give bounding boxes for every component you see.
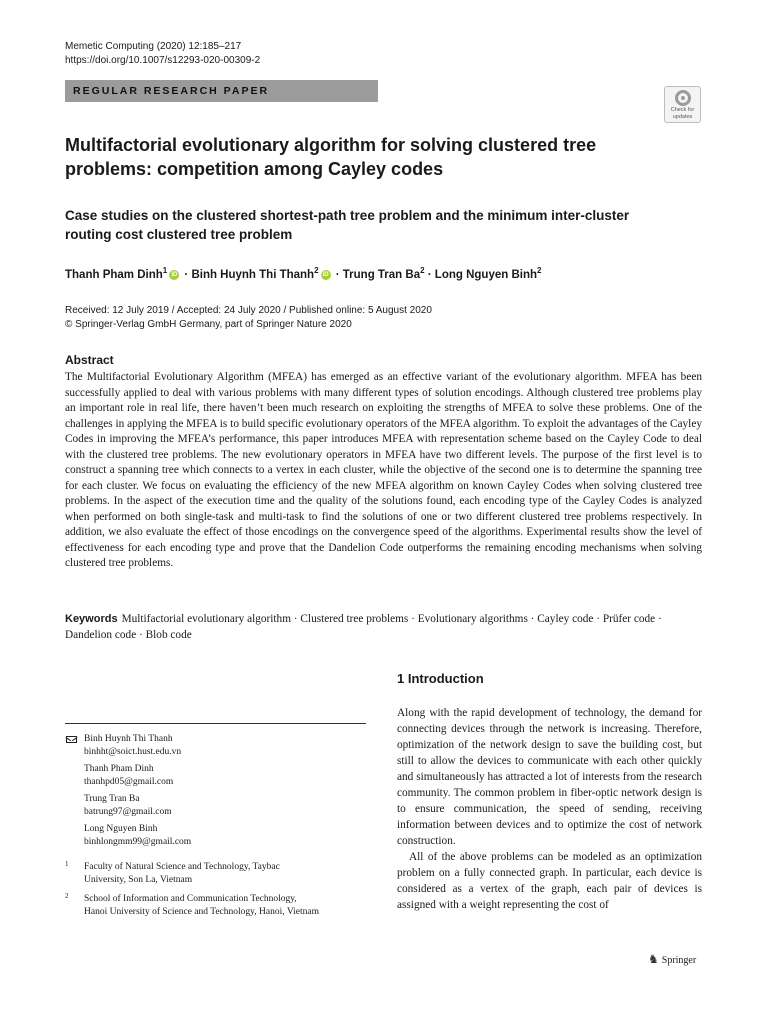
publisher-name: Springer [661, 955, 697, 966]
publication-dates [65, 304, 432, 332]
author-name[interactable]: Trung Tran Ba [342, 268, 421, 281]
affiliation-number: 1 [65, 860, 69, 868]
contact-email[interactable]: batrung97@gmail.com [84, 807, 172, 817]
affiliation-line: Hanoi University of Science and Technology, Hanoi, Vietnam [84, 907, 319, 917]
contact-name: Long Nguyen Binh [84, 824, 158, 834]
journal-header [65, 40, 260, 68]
affiliation-number: 2 [65, 892, 69, 900]
affiliation-line: Faculty of Natural Science and Technology, Taybac [84, 862, 280, 872]
subtitle-line-1: Case studies on the clustered shortest-path tree problem and the minimum inter-cluster [65, 208, 630, 223]
introduction-paragraph: All of the above problems can be modeled as an optimization problem on a fully connected graph. In particular, each device is considered as a vertex of the graph, each pair of devices is assigned with a weight representing the cost of [397, 851, 702, 911]
copyright-notice: © Springer-Verlag GmbH Germany, part of Springer Nature 2020 [65, 319, 352, 330]
keywords-label: Keywords [65, 613, 118, 625]
author-name[interactable]: Thanh Pham Dinh [65, 268, 163, 281]
affiliation-entry [65, 861, 366, 887]
orcid-icon[interactable]: iD [171, 271, 178, 278]
author-affiliation-mark: 2 [314, 266, 319, 275]
paper-subtitle [65, 206, 705, 244]
article-type-banner: REGULAR RESEARCH PAPER [65, 80, 378, 102]
author-list [65, 263, 541, 283]
contact-name: Thanh Pham Dinh [84, 764, 154, 774]
author-affiliation-mark: 1 [162, 266, 168, 275]
affiliation-entry [65, 893, 366, 919]
publisher-logo [648, 952, 696, 967]
history-dates: Received: 12 July 2019 / Accepted: 24 July 2020 / Published online: 5 August 2020 [65, 305, 432, 316]
check-updates-line1: Check for [670, 107, 695, 113]
section-heading-introduction: 1 Introduction [397, 671, 484, 686]
contact-email[interactable]: thanhpd05@gmail.com [84, 777, 174, 787]
abstract-heading: Abstract [65, 353, 114, 367]
contact-entry [65, 823, 366, 849]
footnote-divider [65, 723, 366, 724]
author-name[interactable]: Long Nguyen Binh [434, 268, 538, 281]
introduction-body [397, 705, 702, 913]
check-updates-line2: updates [672, 114, 693, 120]
contact-name: Binh Huynh Thi Thanh [84, 734, 173, 744]
contact-name: Trung Tran Ba [84, 794, 140, 804]
check-for-updates-badge[interactable] [664, 86, 701, 123]
introduction-paragraph: Along with the rapid development of technology, the demand for connecting devices through the network is increasing. Therefore, optimization of the network design to save the building cost, but still to allow the devices to communicate with each other quickly and simultaneously has attracted a lot of interests from the research community. The common problem in fiber-optic network design is to ensure communication, the speed of sending, receiving information between devices and to optimize the cost of network construction. [397, 707, 702, 847]
author-name[interactable]: Binh Huynh Thi Thanh [191, 268, 315, 281]
title-line-1: Multifactorial evolutionary algorithm for solving clustered tree [65, 135, 597, 155]
contact-email[interactable]: binhht@soict.hust.edu.vn [84, 747, 182, 757]
author-affiliation-mark: 2 [420, 266, 425, 275]
keywords-list: Multifactorial evolutionary algorithm · Clustered tree problems · Evolutionary algorithms · Cayley code · Prüfer code · Dandelion code · Blob code [65, 613, 662, 641]
author-affiliation-mark: 2 [537, 266, 542, 275]
doi-link[interactable]: https://doi.org/10.1007/s12293-020-00309-2 [65, 55, 261, 66]
journal-citation: Memetic Computing (2020) 12:185–217 [65, 41, 242, 52]
author-separator: · [332, 268, 343, 281]
author-separator: · [424, 268, 435, 281]
affiliation-line: School of Information and Communication Technology, [84, 894, 297, 904]
springer-horse-icon: ♞ [648, 952, 659, 966]
keywords-section [65, 611, 702, 643]
paper-title [65, 133, 665, 181]
contact-entry [65, 793, 366, 819]
orcid-icon[interactable]: iD [322, 271, 329, 278]
author-separator: · [181, 268, 192, 281]
title-line-2: problems: competition among Cayley codes [65, 159, 444, 179]
contact-entry [65, 763, 366, 789]
subtitle-line-2: routing cost clustered tree problem [65, 227, 293, 242]
contact-email[interactable]: binhlongmm99@gmail.com [84, 837, 192, 847]
check-updates-icon [675, 90, 691, 106]
envelope-icon [66, 736, 77, 743]
affiliation-line: University, Son La, Vietnam [84, 875, 193, 885]
author-contacts [65, 733, 366, 919]
contact-entry [65, 733, 366, 759]
abstract-body: The Multifactorial Evolutionary Algorithm (MFEA) has emerged as an effective variant of the evolutionary algorithm. MFEA has been successfully applied to deal with various problems with many different types of solution encodings. Although clustered tree problems play an important role in real life, there haven’t been much research on exploiting the strengths of MFEA to solve these problems. One of the challenges in applying the MFEA is to build specific evolutionary operators of the MFEA algorithm. To exploit the advantages of the Cayley Codes in improving the MFEA’s performance, this paper introduces MFEA with representation scheme based on the Cayley Code to deal with the clustered tree problems. The new evolutionary operators in MFEA have two different levels. The purpose of the first level is to construct a spanning tree which connects to a vertex in each cluster, while the objective of the second one is to determine the spanning tree for each cluster. We focus on evaluating the efficiency of the new MFEA algorithm on known Cayley Codes when solving clustered tree problems. In the aspect of the execution time and the quality of the solutions found, each encoding type of the Cayley Codes is analyzed when performed on both single-task and multi-task to find the solutions of one or two different clustered tree problems respectively. In addition, we also evaluate the effect of those encodings on the convergence speed of the algorithms. Experimental results show the level of effectiveness for each encoding type and prove that the Dandelion Code outperforms the remaining encoding mechanisms when solving clustered tree problems. [65, 371, 702, 569]
